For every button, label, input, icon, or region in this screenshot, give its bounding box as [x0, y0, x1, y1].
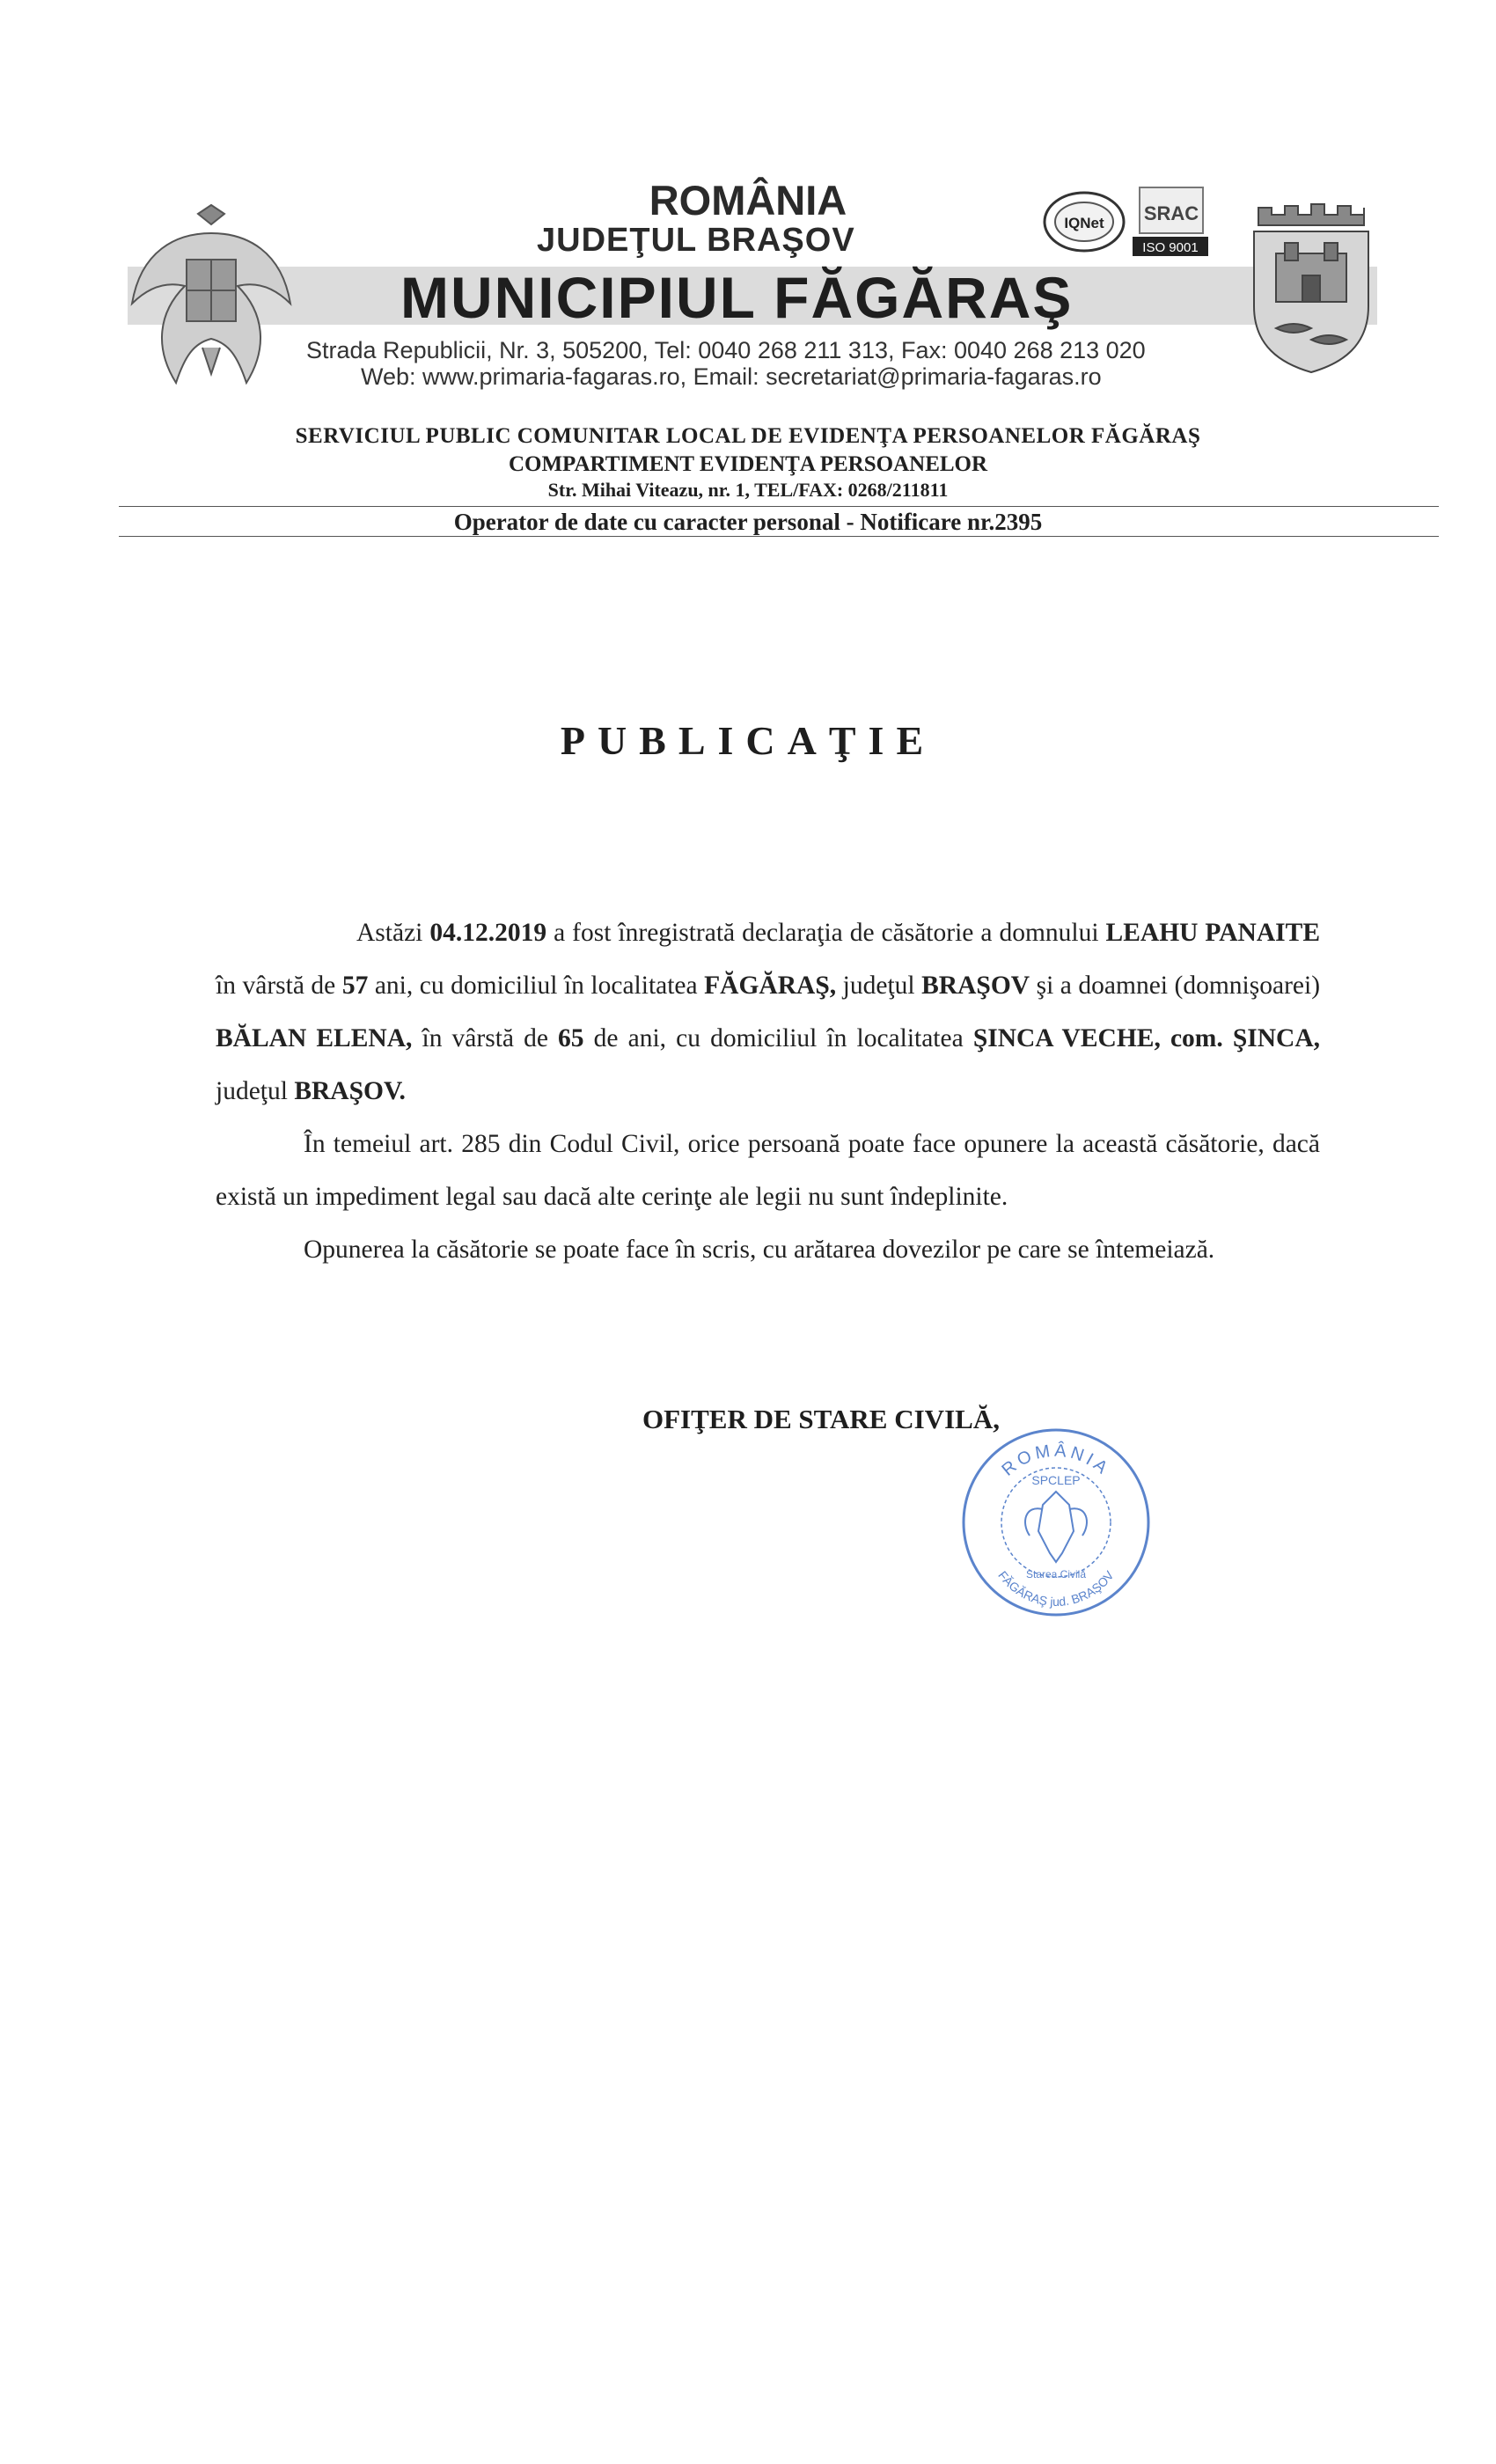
service-department: COMPARTIMENT EVIDENŢA PERSOANELOR — [508, 452, 988, 476]
service-address: Str. Mihai Viteazu, nr. 1, TEL/FAX: 0268/211811 — [547, 479, 949, 501]
groom-locality: FĂGĂRAŞ, — [704, 972, 837, 1000]
bride-county: BRAŞOV. — [294, 1077, 406, 1105]
announcement-paragraph: Astăzi 04.12.2019 a fost înregistrată declaraţia de căsătorie a domnului LEAHU PANAITE în vârstă de 57 ani, cu domiciliul în localitatea FĂGĂRAŞ, judeţul BRAŞOV şi a doamnei (domnişoarei) BĂLAN ELENA, în vârstă de 65 de ani, cu domiciliul în localitatea ŞINCA VECHE, com. ŞINCA, judeţul BRAŞOV. — [216, 919, 1321, 1105]
iso-logo-text: ISO 9001 — [1142, 240, 1199, 255]
official-stamp-icon — [955, 1421, 1157, 1624]
header-address: Strada Republicii, Nr. 3, 505200, Tel: 0040 268 211 313, Fax: 0040 268 213 020 — [306, 337, 1146, 363]
header-country: ROMÂNIA — [649, 177, 847, 224]
fagaras-city-coat-of-arms-icon — [1245, 201, 1377, 377]
declaration-date: 04.12.2019 — [429, 919, 547, 947]
groom-age: 57 — [341, 972, 369, 1000]
document-body — [216, 906, 1320, 1276]
legal-basis-paragraph: În temeiul art. 285 din Codul Civil, orice persoană poate face opunere la această căsătorie, dacă există un impediment legal sau dacă alte cerinţe ale legii nu sunt îndeplinite. — [216, 1130, 1320, 1211]
stamp-text-bottom: FĂGĂRAŞ jud. BRAŞOV — [995, 1568, 1117, 1609]
document-title: PUBLICAŢIE — [560, 718, 936, 763]
service-name: SERVICIUL PUBLIC COMUNITAR LOCAL DE EVIDENŢA PERSOANELOR FĂGĂRAŞ — [295, 424, 1201, 448]
groom-name: LEAHU PANAITE — [1105, 919, 1321, 947]
srac-logo-text: SRAC — [1143, 202, 1199, 224]
header-web-email: Web: www.primaria-fagaras.ro, Email: secretariat@primaria-fagaras.ro — [361, 363, 1102, 390]
bride-age: 65 — [558, 1024, 584, 1052]
data-operator-notice: Operator de date cu caracter personal - Notificare nr.2395 — [453, 509, 1043, 535]
bride-locality: ŞINCA VECHE, com. ŞINCA, — [972, 1024, 1321, 1052]
divider-line — [119, 536, 1439, 537]
officer-title: OFIŢER DE STARE CIVILĂ, — [642, 1404, 1000, 1434]
stamp-text-inner: Starea Civilă — [1025, 1568, 1087, 1580]
divider-line — [119, 506, 1439, 507]
iqnet-certification-icon — [1038, 187, 1131, 257]
iqnet-logo-text: IQNet — [1064, 215, 1104, 231]
bride-name: BĂLAN ELENA, — [216, 1024, 413, 1052]
groom-county: BRAŞOV — [921, 972, 1030, 1000]
stamp-text-top: ROMÂNIA — [998, 1441, 1114, 1480]
stamp-text-sub: SPCLEP — [1031, 1473, 1081, 1487]
romania-coat-of-arms-icon — [123, 198, 299, 405]
header-county: JUDEŢUL BRAŞOV — [537, 222, 855, 259]
srac-iso-9001-icon — [1131, 180, 1210, 260]
header-municipality: MUNICIPIUL FĂGĂRAŞ — [400, 265, 1074, 330]
opposition-procedure-paragraph: Opunerea la căsătorie se poate face în scris, cu arătarea dovezilor pe care se întemeiază. — [304, 1236, 1215, 1264]
